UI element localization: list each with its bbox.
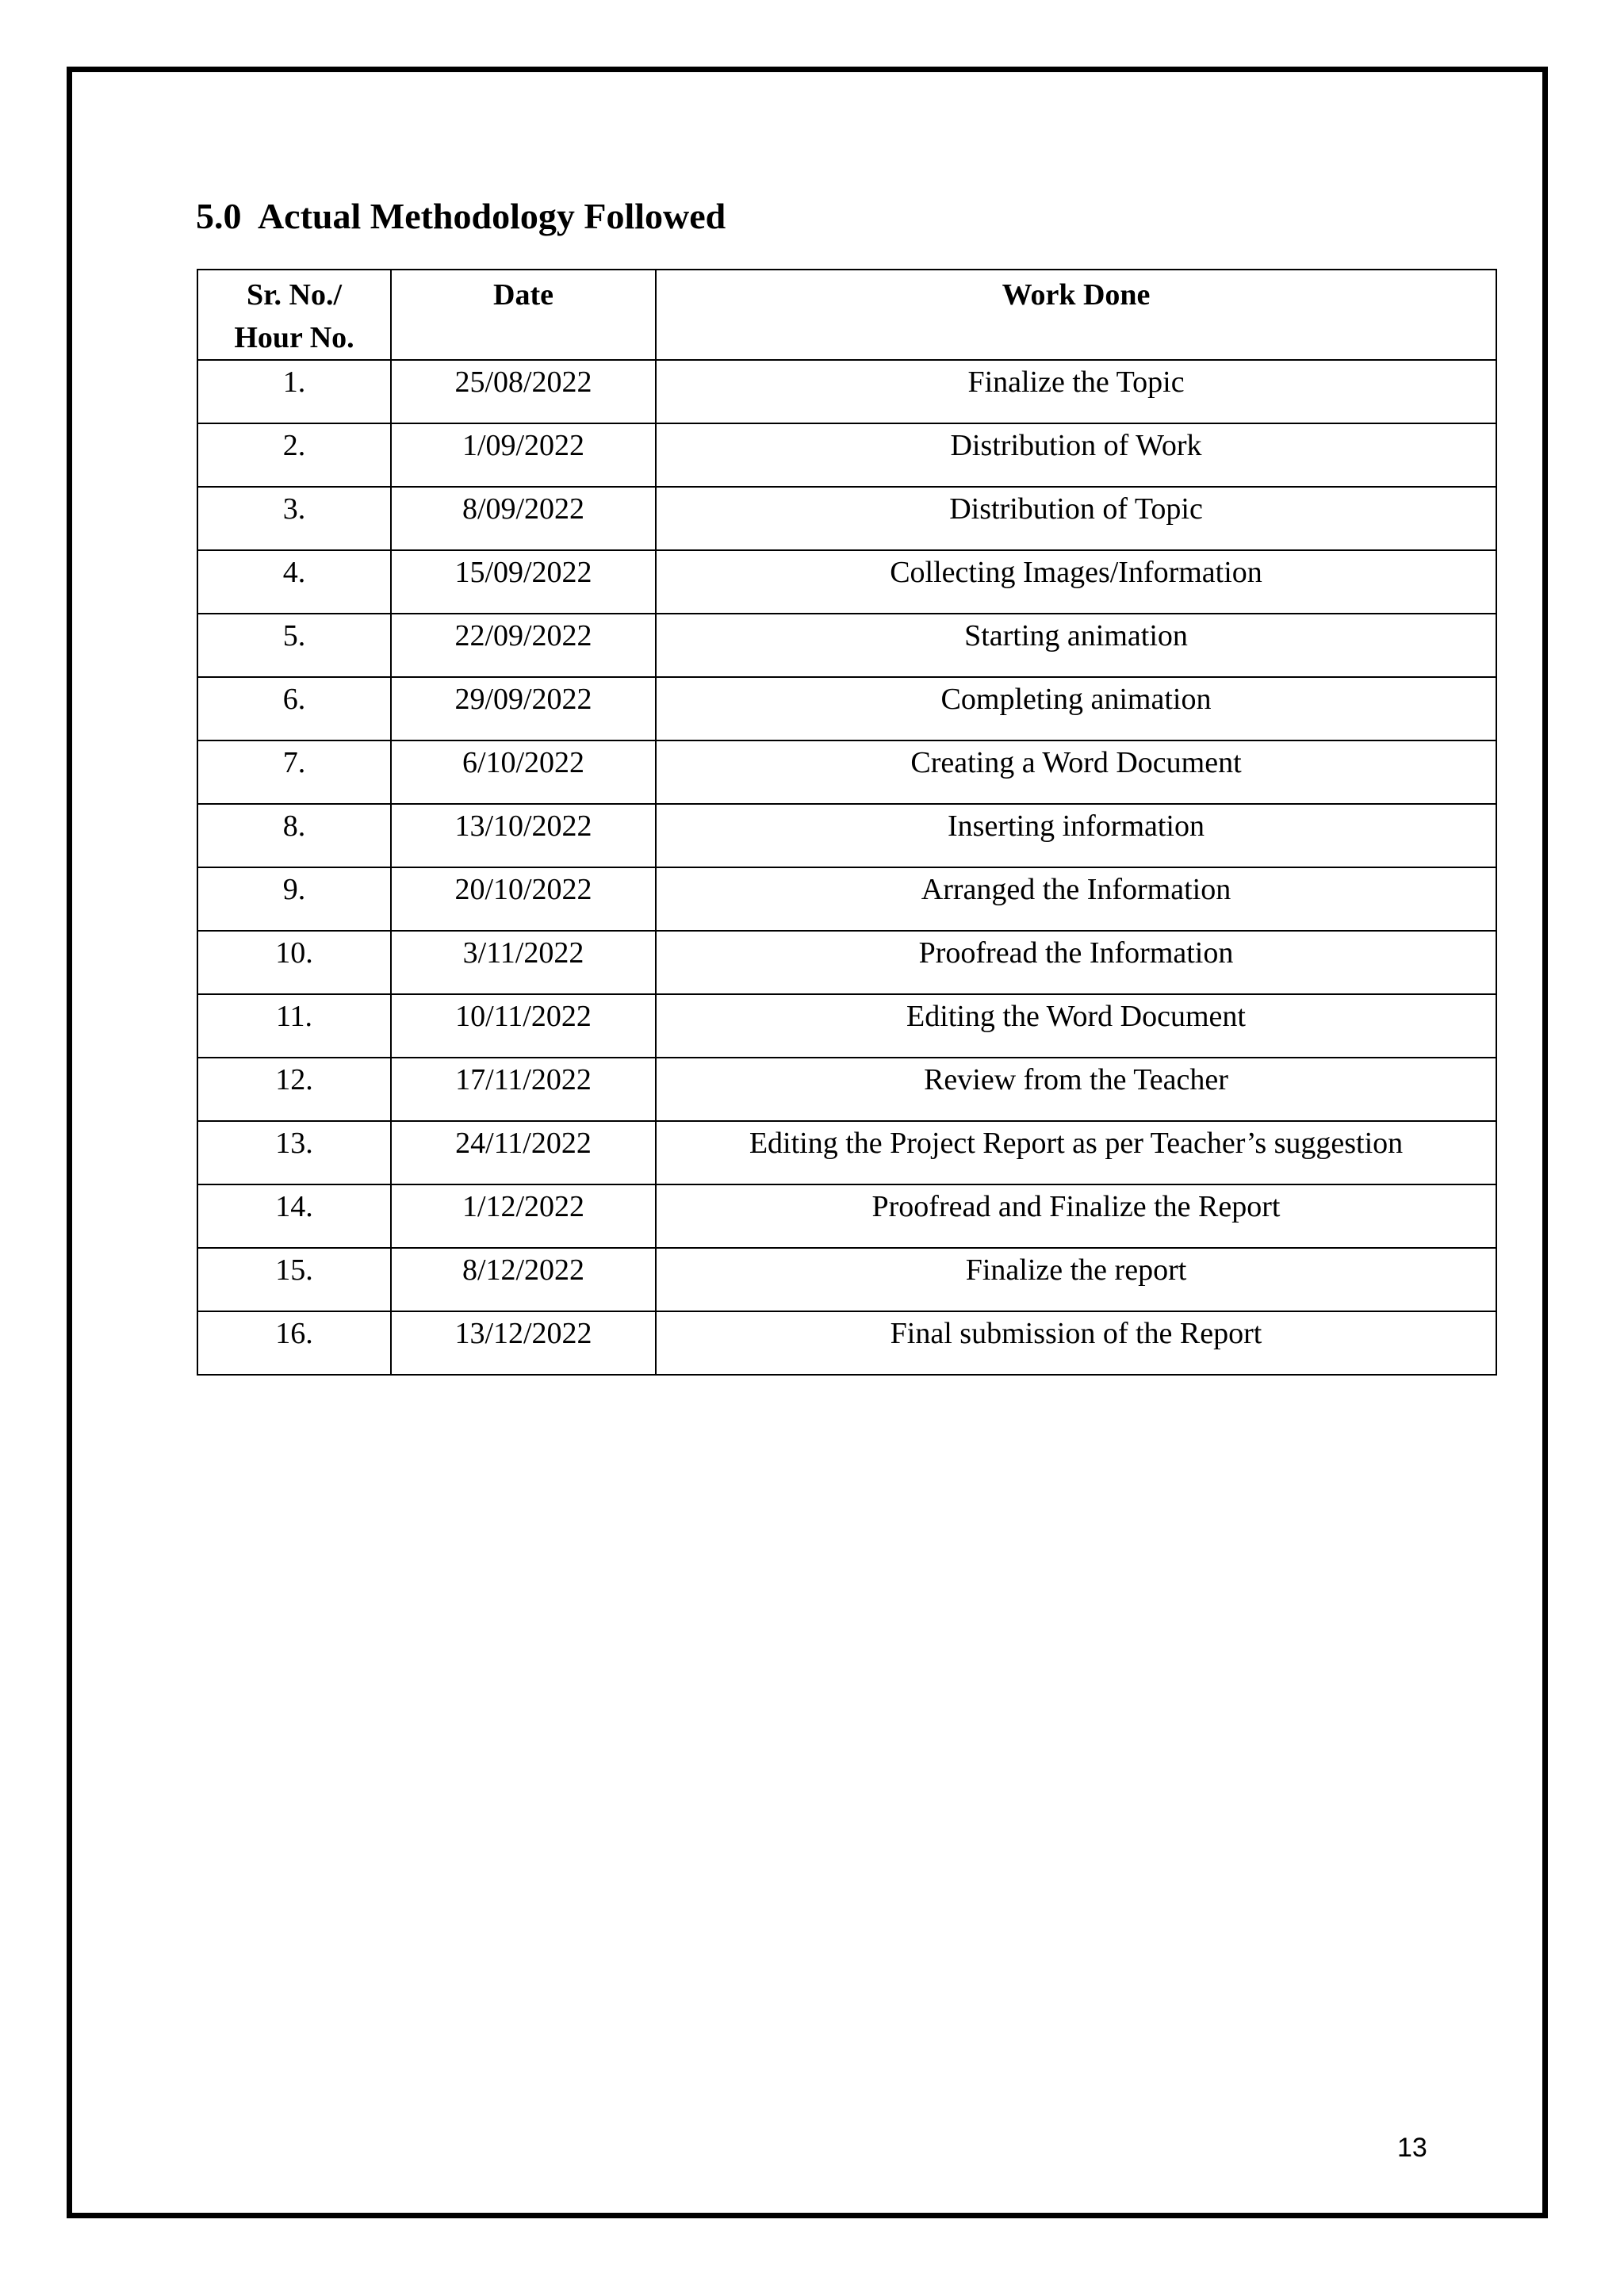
section-title: 5.0 Actual Methodology Followed [196, 196, 726, 236]
page-number: 13 [1397, 2133, 1427, 2163]
table-header-row [197, 270, 1496, 360]
cell-date: 1/09/2022 [391, 423, 656, 487]
cell-sr: 15. [197, 1248, 391, 1311]
cell-work: Distribution of Topic [656, 487, 1496, 550]
header-sr-no [197, 270, 391, 360]
cell-work: Completing animation [656, 677, 1496, 740]
header-date: Date [391, 270, 656, 360]
header-sr-no-line1: Sr. No./ [246, 278, 342, 312]
table-row [197, 740, 1496, 804]
cell-date: 13/12/2022 [391, 1311, 656, 1375]
cell-work: Final submission of the Report [656, 1311, 1496, 1375]
cell-date: 20/10/2022 [391, 867, 656, 931]
cell-work: Review from the Teacher [656, 1058, 1496, 1121]
methodology-table-container [197, 269, 1496, 1376]
table-row [197, 677, 1496, 740]
cell-work: Collecting Images/Information [656, 550, 1496, 614]
table-row [197, 1121, 1496, 1184]
table-row [197, 423, 1496, 487]
cell-work: Editing the Project Report as per Teacher’s suggestion [656, 1121, 1496, 1184]
table-row [197, 550, 1496, 614]
cell-work: Inserting information [656, 804, 1496, 867]
table-body [197, 360, 1496, 1375]
cell-sr: 2. [197, 423, 391, 487]
cell-date: 8/12/2022 [391, 1248, 656, 1311]
cell-sr: 1. [197, 360, 391, 423]
cell-date: 3/11/2022 [391, 931, 656, 994]
table-row [197, 360, 1496, 423]
cell-date: 25/08/2022 [391, 360, 656, 423]
cell-work: Starting animation [656, 614, 1496, 677]
table-row [197, 1311, 1496, 1375]
cell-date: 8/09/2022 [391, 487, 656, 550]
cell-date: 17/11/2022 [391, 1058, 656, 1121]
table-row [197, 614, 1496, 677]
cell-sr: 8. [197, 804, 391, 867]
table-row [197, 1248, 1496, 1311]
cell-date: 13/10/2022 [391, 804, 656, 867]
table-row [197, 931, 1496, 994]
header-sr-no-line2: Hour No. [234, 321, 354, 354]
cell-sr: 11. [197, 994, 391, 1058]
cell-sr: 6. [197, 677, 391, 740]
cell-sr: 4. [197, 550, 391, 614]
cell-sr: 16. [197, 1311, 391, 1375]
cell-sr: 13. [197, 1121, 391, 1184]
cell-date: 24/11/2022 [391, 1121, 656, 1184]
cell-work: Proofread and Finalize the Report [656, 1184, 1496, 1248]
cell-work: Creating a Word Document [656, 740, 1496, 804]
table-row [197, 1058, 1496, 1121]
table-row [197, 804, 1496, 867]
cell-sr: 9. [197, 867, 391, 931]
cell-work: Finalize the report [656, 1248, 1496, 1311]
cell-sr: 3. [197, 487, 391, 550]
cell-date: 1/12/2022 [391, 1184, 656, 1248]
cell-sr: 7. [197, 740, 391, 804]
cell-sr: 5. [197, 614, 391, 677]
cell-sr: 10. [197, 931, 391, 994]
table-row [197, 1184, 1496, 1248]
cell-work: Finalize the Topic [656, 360, 1496, 423]
cell-work: Arranged the Information [656, 867, 1496, 931]
cell-date: 6/10/2022 [391, 740, 656, 804]
cell-date: 29/09/2022 [391, 677, 656, 740]
cell-date: 15/09/2022 [391, 550, 656, 614]
cell-date: 22/09/2022 [391, 614, 656, 677]
cell-work: Editing the Word Document [656, 994, 1496, 1058]
header-work-done: Work Done [656, 270, 1496, 360]
table-row [197, 867, 1496, 931]
cell-work: Distribution of Work [656, 423, 1496, 487]
cell-sr: 14. [197, 1184, 391, 1248]
table-row [197, 994, 1496, 1058]
cell-date: 10/11/2022 [391, 994, 656, 1058]
cell-work: Proofread the Information [656, 931, 1496, 994]
methodology-table [197, 269, 1497, 1376]
cell-sr: 12. [197, 1058, 391, 1121]
table-row [197, 487, 1496, 550]
